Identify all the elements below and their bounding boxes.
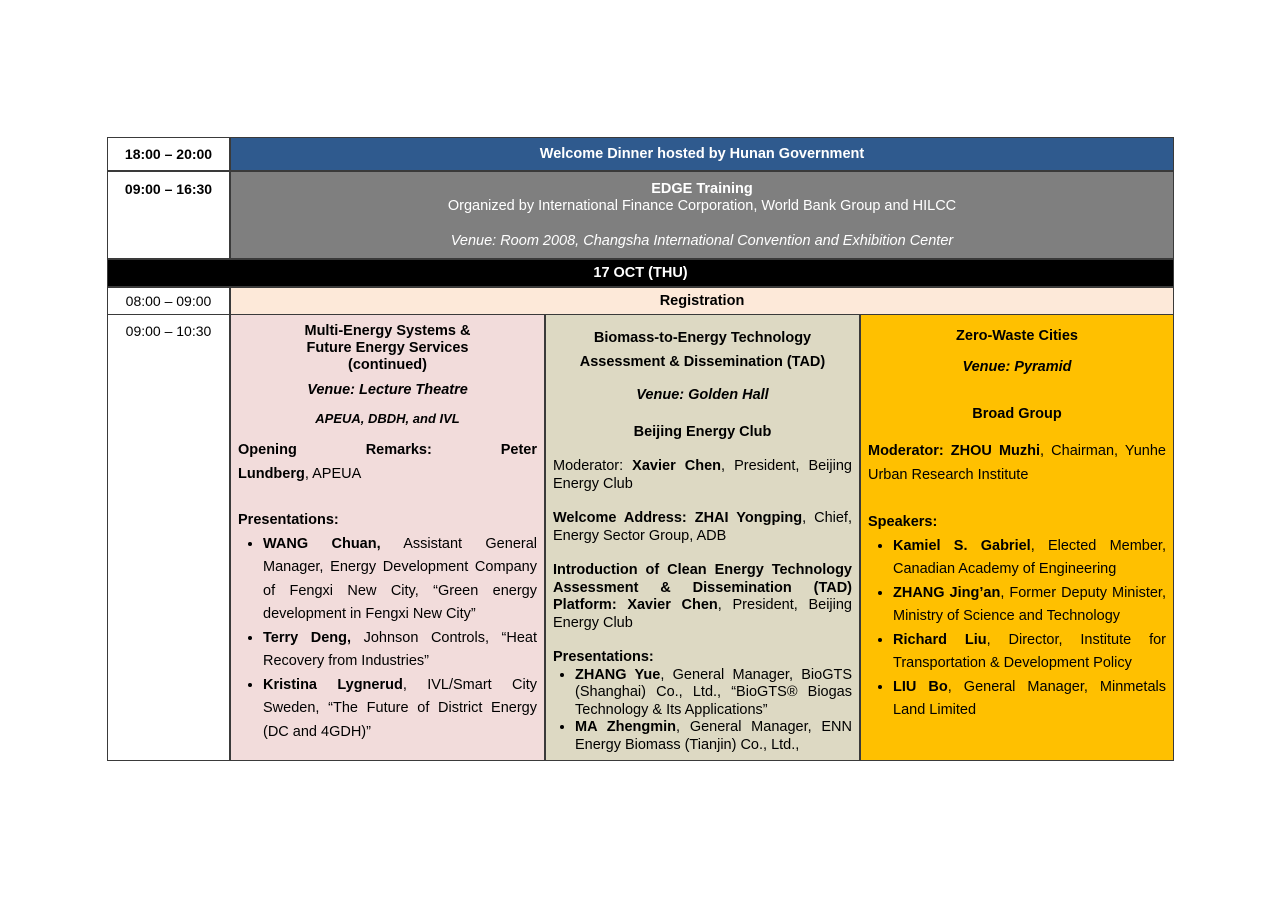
- edge-time-text: 09:00 – 16:30: [124, 181, 213, 197]
- col3-moderator: [868, 440, 1166, 487]
- presenter-detail: Assistant General Manager, Energy Development Company of Fengxi New City, “Green energy development in Fengxi New City”: [263, 535, 537, 622]
- presenter-name: WANG Chuan,: [263, 535, 381, 552]
- col2-welcome-rest: , Chief, Energy Sector Group, ADB: [553, 510, 852, 544]
- col2-moderator-name: Xavier Chen: [632, 458, 722, 474]
- edge-title: EDGE Training: [651, 181, 753, 197]
- presenter-detail: , General Manager, ENN Energy Biomass (Tianjin) Co., Ltd.,: [575, 719, 852, 753]
- registration-time: [107, 287, 230, 315]
- presenter-name: Terry Deng,: [263, 629, 352, 646]
- col2-moderator-label: Moderator:: [553, 458, 633, 474]
- speaker-name: Richard Liu: [893, 631, 987, 648]
- dinner-title-text: Welcome Dinner hosted by Hunan Government: [539, 146, 865, 162]
- col2-title-line1: Biomass-to-Energy Technology: [593, 330, 812, 346]
- list-item: [263, 674, 537, 745]
- speaker-detail: , Elected Member, Canadian Academy of Engineering: [893, 537, 1166, 577]
- speaker-detail: , Former Deputy Minister, Ministry of Science and Technology: [893, 584, 1166, 624]
- list-item: [893, 629, 1166, 676]
- col2-venue: Venue: Golden Hall: [636, 387, 769, 403]
- list-item: [893, 582, 1166, 629]
- presenter-detail: Johnson Controls, “Heat Recovery from Industries”: [263, 629, 537, 669]
- registration-time-text: 08:00 – 09:00: [125, 293, 212, 309]
- session-multi-energy: [230, 314, 545, 761]
- col2-presentations-label: Presentations:: [553, 649, 654, 665]
- sessions-time: [107, 314, 230, 761]
- registration-label: Registration: [659, 293, 745, 309]
- col2-welcome-label: Welcome Address: ZHAI Yongping: [553, 510, 803, 526]
- col2-presentations-list: [553, 667, 852, 755]
- col2-moderator: [553, 458, 852, 493]
- edge-training: [230, 171, 1174, 259]
- presenter-name: Kristina Lygnerud: [263, 676, 403, 693]
- col2-title: [553, 326, 852, 374]
- presenter-detail: , IVL/Smart City Sweden, “The Future of District Energy (DC and 4GDH)”: [263, 676, 537, 740]
- col2-welcome: [553, 510, 852, 545]
- day-label: 17 OCT (THU): [593, 265, 688, 281]
- col3-moderator-rest: , Chairman, Yunhe Urban Research Institute: [868, 443, 1166, 483]
- presenter-detail: , General Manager, BioGTS (Shanghai) Co., Ltd., “BioGTS® Biogas Technology & Its Applications”: [575, 666, 853, 718]
- day-header: [107, 259, 1174, 287]
- dinner-time: [107, 137, 230, 171]
- col1-presentations-label: Presentations:: [238, 512, 339, 528]
- registration: [230, 287, 1174, 315]
- col2-org: Beijing Energy Club: [633, 424, 772, 440]
- col2-intro: [553, 562, 852, 632]
- col3-speakers-label: Speakers:: [868, 514, 938, 530]
- presenter-name: ZHANG Yue: [575, 666, 661, 683]
- list-item: [575, 667, 852, 720]
- dinner-time-text: 18:00 – 20:00: [124, 146, 213, 162]
- col1-title: [238, 323, 537, 374]
- col3-speakers-list: [868, 535, 1166, 723]
- col2-moderator-rest: , President, Beijing Energy Club: [553, 458, 852, 492]
- col1-opening: [238, 439, 537, 486]
- col1-title-line3: (continued): [348, 357, 427, 373]
- col2-intro-rest: , President, Beijing Energy Club: [553, 597, 852, 631]
- sessions-time-text: 09:00 – 10:30: [125, 323, 212, 339]
- col3-title: Zero-Waste Cities: [956, 328, 1078, 344]
- agenda-table: [107, 137, 1174, 761]
- edge-time: [107, 171, 230, 259]
- list-item: [893, 676, 1166, 723]
- speaker-name: ZHANG Jing’an: [893, 584, 1001, 601]
- col1-presentations-list: [238, 533, 537, 745]
- col3-moderator-label: Moderator: ZHOU Muzhi: [868, 443, 1041, 459]
- col1-orgs: APEUA, DBDH, and IVL: [315, 411, 460, 426]
- session-biomass: [545, 314, 860, 761]
- edge-venue: Venue: Room 2008, Changsha International Convention and Exhibition Center: [450, 233, 954, 249]
- col1-opening-rest: , APEUA: [304, 465, 362, 482]
- edge-organizer: Organized by International Finance Corporation, World Bank Group and HILCC: [447, 198, 957, 214]
- col3-org: Broad Group: [972, 406, 1062, 422]
- speaker-detail: , Director, Institute for Transportation & Development Policy: [893, 631, 1166, 671]
- speaker-name: LIU Bo: [893, 678, 948, 695]
- col1-title-line2: Future Energy Services: [306, 340, 469, 356]
- speaker-name: Kamiel S. Gabriel: [893, 537, 1031, 554]
- list-item: [263, 533, 537, 627]
- col1-opening-label: Opening Remarks: Peter Lundberg: [238, 442, 537, 482]
- col2-title-line2: Assessment & Dissemination (TAD): [579, 354, 826, 370]
- dinner-title: [230, 137, 1174, 171]
- list-item: [575, 719, 852, 754]
- list-item: [263, 627, 537, 674]
- presenter-name: MA Zhengmin: [575, 719, 677, 735]
- list-item: [893, 535, 1166, 582]
- col2-intro-label: Introduction of Clean Energy Technology Assessment & Dissemination (TAD) Platform: Xavier Chen: [553, 562, 852, 613]
- col1-venue: Venue: Lecture Theatre: [307, 382, 468, 398]
- session-zero-waste: [860, 314, 1174, 761]
- col1-title-line1: Multi-Energy Systems &: [304, 323, 471, 339]
- speaker-detail: , General Manager, Minmetals Land Limited: [893, 678, 1166, 718]
- col3-venue: Venue: Pyramid: [962, 359, 1072, 375]
